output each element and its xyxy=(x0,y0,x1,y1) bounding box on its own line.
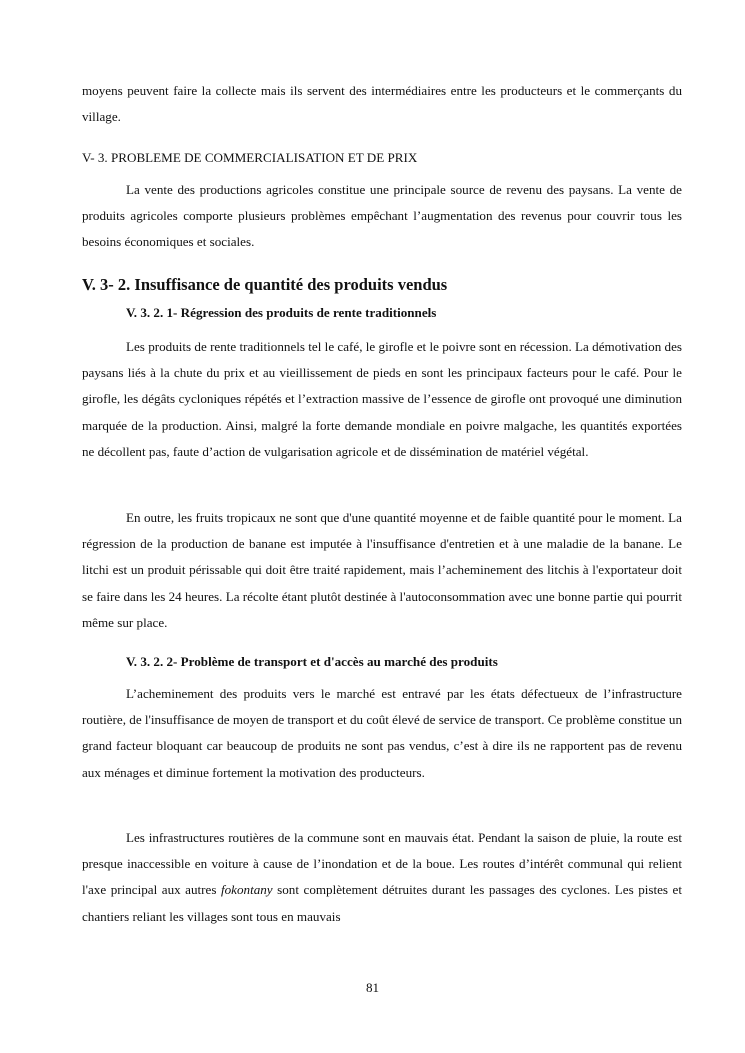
paragraph-infrastructures xyxy=(82,825,682,930)
paragraph-infra-after: sont complètement détruites durant les passages des cyclones. Les pistes et chantiers reliant les villages sont tous en mauvais xyxy=(82,882,683,924)
fokontany-term: fokontany xyxy=(220,882,273,898)
paragraph-rente-text: Les produits de rente traditionnels tel le café, le girofle et le poivre sont en récession. La démotivation des paysans liés à la chute du prix et au vieillissement de pieds en sont les principaux facteurs pour le café. Pour le girofle, les dégâts cycloniques répétés et l’extraction massive de l’essence de girofle ont provoqué une diminution marquée de la production. Ainsi, malgré la forte demande mondiale en poivre malgache, les quantités exportées ne décollent pas, faute d’action de vulgarisation agricole et de dissémination de matériel végétal. xyxy=(82,339,682,459)
paragraph-transport xyxy=(82,681,682,786)
paragraph-fruits xyxy=(82,505,682,636)
paragraph-infra-text xyxy=(82,825,682,930)
heading-3-1-text: V. 3. 2. 1- Régression des produits de rente traditionnels xyxy=(126,305,437,320)
heading-2-text: V. 3- 2. Insuffisance de quantité des produits vendus xyxy=(82,275,448,294)
page-number: 81 xyxy=(365,980,380,995)
paragraph-top-text: moyens peuvent faire la collecte mais ils servent des intermédiaires entre les producteurs et le commerçants du village. xyxy=(82,83,682,125)
paragraph-rente xyxy=(82,334,682,465)
heading-3-2-text: V. 3. 2. 2- Problème de transport et d'accès au marché des produits xyxy=(126,654,498,669)
paragraph-transport-text: L’acheminement des produits vers le marché est entravé par les états défectueux de l’infrastructure routière, de l'insuffisance de moyen de transport et du coût élevé de service de transport. Ce problème constitue un grand facteur bloquant car beaucoup de produits ne sont pas vendus, c’est à dire ils ne rapportent pas de revenu aux ménages et diminue fortement la motivation des producteurs. xyxy=(82,686,682,780)
paragraph-vente xyxy=(82,177,682,256)
heading-level-3-second xyxy=(82,650,682,676)
paragraph-infra-before: Les infrastructures routières de la commune sont en mauvais état. Pendant la saison de pluie, la route est presque inaccessible en voiture à cause de l’inondation et de la boue. Les routes d’intérêt communal qui relient l'axe principal aux autres xyxy=(82,830,682,898)
section-heading xyxy=(82,145,682,171)
paragraph-top xyxy=(82,78,682,130)
heading-level-2 xyxy=(82,273,682,297)
section-heading-text: V- 3. PROBLEME DE COMMERCIALISATION ET DE PRIX xyxy=(82,150,418,165)
paragraph-vente-text: La vente des productions agricoles constitue une principale source de revenu des paysans. La vente de produits agricoles comporte plusieurs problèmes empêchant l’augmentation des revenus pour couvrir tous les besoins économiques et sociales. xyxy=(82,182,682,250)
paragraph-fruits-text: En outre, les fruits tropicaux ne sont que d'une quantité moyenne et de faible quantité pour le moment. La régression de la production de banane est imputée à l'insuffisance d'entretien et à une maladie de la banane. Le litchi est un produit périssable qui doit être traité rapidement, mais l’acheminement des litchis à l'exportateur doit se faire dans les 24 heures. La récolte étant plutôt destinée à l'autoconsommation avec une bonne partie qui pourrit même sur place. xyxy=(82,510,682,630)
heading-level-3-first xyxy=(82,301,682,327)
